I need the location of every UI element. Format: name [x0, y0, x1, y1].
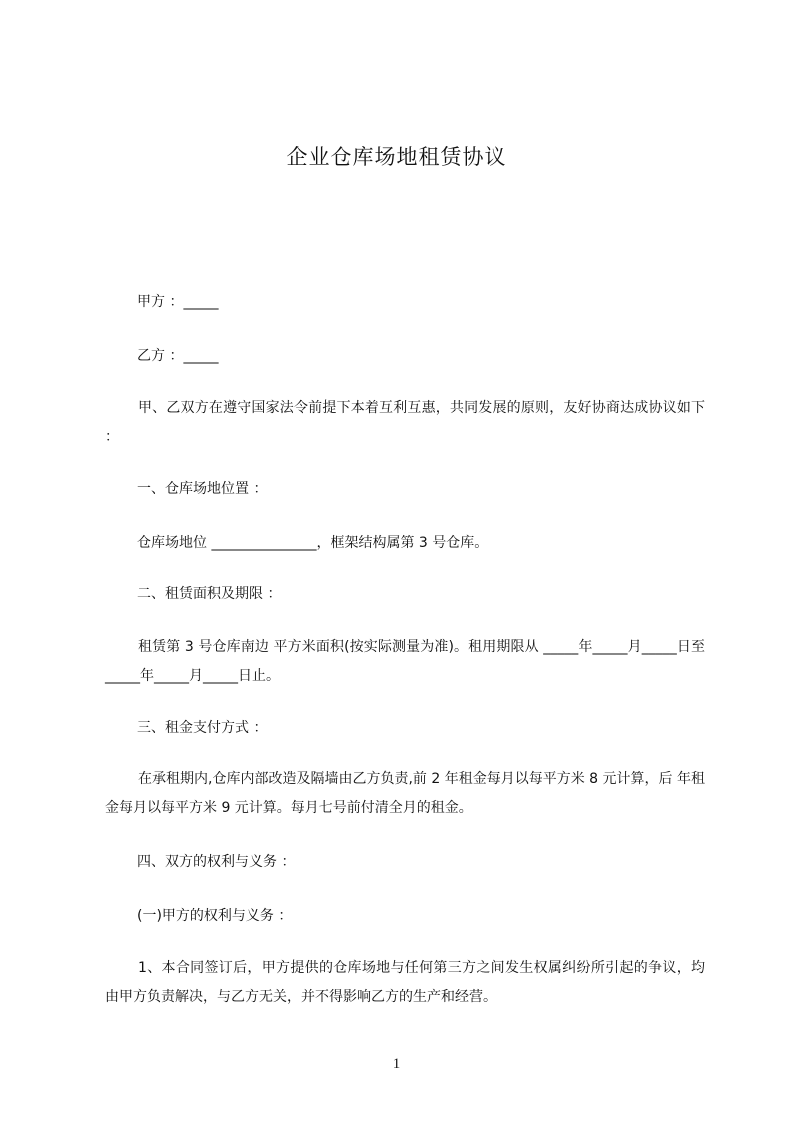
section-1-heading: 一、仓库场地位置 ：: [137, 481, 268, 497]
section-3-text: 在承租期内,仓库内部改造及隔墙由乙方负责,前 2 年租金每月以每平方米 8 元计算，后 年租金每月以每平方米 9 元计算。每月七号前付清全月的租金。: [105, 771, 705, 816]
page-number: 1: [392, 1056, 401, 1072]
document-title: 企业仓库场地租赁协议: [286, 145, 507, 169]
section-2-text: 租赁第 3 号仓库南边 平方米面积(按实际测量为准)。租用期限从 _____年_____月_____日至 _____年_____月_____日止。: [105, 639, 705, 684]
party-a-line: 甲方 ：_____: [137, 294, 219, 310]
section-2-heading: 二、租赁面积及期限 ：: [137, 586, 282, 602]
item-1-paragraph: 1、本合同签订后，甲方提供的仓库场地与任何第三方之间发生权属纠纷所引起的争议，均由甲方负责解决，与乙方无关，并不得影响乙方的生产和经营。: [105, 960, 705, 1005]
subsection-a-heading: (一)甲方的权利与义务 ：: [137, 908, 293, 924]
section-4-heading: 四、双方的权利与义务 ：: [137, 854, 296, 870]
section-3-heading: 三、租金支付方式 ：: [137, 720, 268, 736]
intro-paragraph: 甲、乙双方在遵守国家法令前提下本着互利互惠，共同发展的原则，友好协商达成协议如下 ：: [105, 400, 705, 445]
party-b-line: 乙方 ：_____: [137, 348, 219, 364]
section-1-text: 仓库场地位 _______________，框架结构属第 3 号仓库。: [137, 535, 489, 551]
